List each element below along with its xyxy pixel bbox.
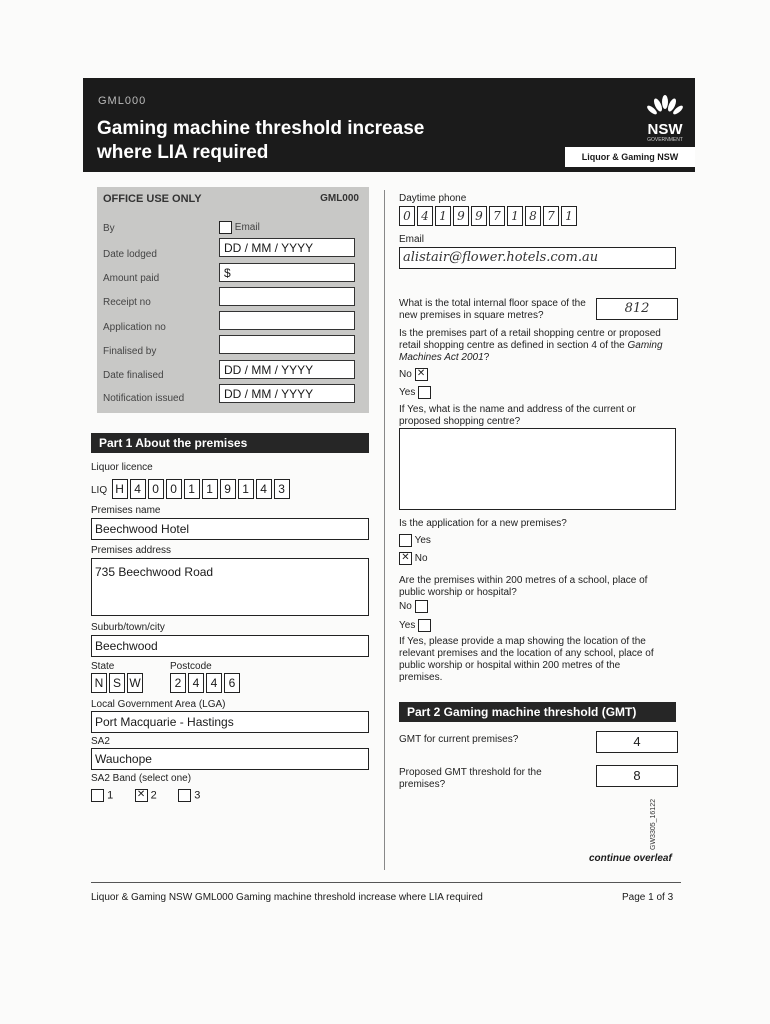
by-label: By <box>103 223 115 234</box>
premises-address-field[interactable]: 735 Beechwood Road <box>91 558 369 616</box>
licence-field[interactable] <box>91 479 292 499</box>
school-no-label: No <box>399 601 412 613</box>
page-number: Page 1 of 3 <box>622 892 674 903</box>
licence-digit[interactable]: H <box>112 479 128 499</box>
column-divider <box>384 190 385 870</box>
phone-digit[interactable]: 9 <box>471 206 487 226</box>
phone-digit[interactable]: 1 <box>561 206 577 226</box>
band-1-checkbox[interactable] <box>91 789 104 802</box>
phone-digit[interactable]: 4 <box>417 206 433 226</box>
suburb-field[interactable]: Beechwood <box>91 635 369 657</box>
retail-yes-option[interactable] <box>399 386 431 399</box>
school-question: Are the premises within 200 metres of a school, place of public worship or hospital? <box>399 575 648 598</box>
school-yes-label: Yes <box>399 620 416 632</box>
waratah-icon <box>645 94 685 118</box>
licence-digit[interactable]: 1 <box>184 479 200 499</box>
receipt-label: Receipt no <box>103 297 151 308</box>
retail-question-act: Gaming Machines Act 2001 <box>399 340 663 363</box>
phone-digit[interactable]: 9 <box>453 206 469 226</box>
licence-digit[interactable]: 0 <box>148 479 164 499</box>
suburb-label: Suburb/town/city <box>91 622 165 633</box>
licence-digit[interactable]: 4 <box>130 479 146 499</box>
postcode-digit[interactable]: 2 <box>170 673 186 693</box>
band-3-checkbox[interactable] <box>178 789 191 802</box>
postcode-label: Postcode <box>170 661 212 672</box>
notification-label: Notification issued <box>103 393 185 404</box>
state-label: State <box>91 661 115 672</box>
receipt-field[interactable] <box>219 287 355 306</box>
gmt-current-field[interactable]: 4 <box>596 731 678 753</box>
licence-digit[interactable]: 1 <box>238 479 254 499</box>
licence-digit[interactable]: 1 <box>202 479 218 499</box>
office-use-heading: OFFICE USE ONLY <box>103 193 202 205</box>
school-yes-checkbox[interactable] <box>418 619 431 632</box>
new-premises-question: Is the application for a new premises? <box>399 518 567 529</box>
licence-prefix: LIQ <box>91 485 108 496</box>
notification-field[interactable]: DD / MM / YYYY <box>219 384 355 403</box>
sa2-label: SA2 <box>91 736 110 747</box>
part1-heading: Part 1 About the premises <box>91 433 369 453</box>
new-premises-yes-label: Yes <box>414 535 431 547</box>
retail-yes-checkbox[interactable] <box>418 386 431 399</box>
part2-heading: Part 2 Gaming machine threshold (GMT) <box>399 702 676 722</box>
postcode-digit[interactable]: 4 <box>188 673 204 693</box>
amount-paid-field[interactable]: $ <box>219 263 355 282</box>
retail-question <box>399 328 669 364</box>
email-option-label: Email <box>234 222 260 234</box>
band-2-checkbox[interactable]: ✕ <box>135 789 148 802</box>
agency-label: Liquor & Gaming NSW <box>565 147 695 167</box>
date-lodged-field[interactable]: DD / MM / YYYY <box>219 238 355 257</box>
shopping-centre-field[interactable] <box>399 428 676 510</box>
email-field[interactable]: alistair@flower.hotels.com.au <box>399 247 676 269</box>
premises-address-label: Premises address <box>91 545 172 556</box>
office-form-code: GML000 <box>320 193 359 204</box>
retail-no-checkbox[interactable]: ✕ <box>415 368 428 381</box>
logo-subtext: GOVERNMENT <box>647 137 683 143</box>
licence-digit[interactable]: 9 <box>220 479 236 499</box>
form-code: GML000 <box>98 95 147 107</box>
nsw-logo <box>642 94 688 144</box>
finalised-by-label: Finalised by <box>103 346 157 357</box>
licence-digit[interactable]: 3 <box>274 479 290 499</box>
school-followup: If Yes, please provide a map showing the location of the relevant premises and the location of any school, place of public worship or hospital within 200 metres of the premises. <box>399 636 654 683</box>
phone-digit[interactable]: 1 <box>507 206 523 226</box>
state-field[interactable] <box>91 673 145 693</box>
retail-question-end: ? <box>483 352 490 363</box>
school-yes-option[interactable] <box>399 619 431 632</box>
email-checkbox[interactable] <box>219 221 232 234</box>
date-finalised-field[interactable]: DD / MM / YYYY <box>219 360 355 379</box>
retail-no-option[interactable] <box>399 368 428 381</box>
phone-digit[interactable]: 0 <box>399 206 415 226</box>
state-char[interactable]: W <box>127 673 143 693</box>
new-premises-yes-checkbox[interactable] <box>399 534 412 547</box>
state-char[interactable]: N <box>91 673 107 693</box>
postcode-field[interactable] <box>170 673 242 693</box>
premises-name-field[interactable]: Beechwood Hotel <box>91 518 369 540</box>
logo-text: NSW <box>647 121 683 138</box>
gmt-proposed-field[interactable]: 8 <box>596 765 678 787</box>
retail-no-label: No <box>399 369 412 381</box>
continue-overleaf: continue overleaf <box>589 853 672 864</box>
form-title: Gaming machine threshold increase where LIA required <box>97 118 425 163</box>
new-premises-yes-option[interactable] <box>399 534 431 547</box>
date-finalised-label: Date finalised <box>103 370 164 381</box>
band-1-label: 1 <box>107 789 114 802</box>
footer-rule <box>91 882 681 883</box>
licence-digit[interactable]: 4 <box>256 479 272 499</box>
phone-digit[interactable]: 7 <box>489 206 505 226</box>
new-premises-no-checkbox[interactable]: ✕ <box>399 552 412 565</box>
lga-field[interactable]: Port Macquarie - Hastings <box>91 711 369 733</box>
licence-digit[interactable]: 0 <box>166 479 182 499</box>
lga-label: Local Government Area (LGA) <box>91 699 226 710</box>
gmt-current-label: GMT for current premises? <box>399 734 519 745</box>
retail-yes-label: Yes <box>399 387 416 399</box>
email-option[interactable] <box>219 221 260 234</box>
date-lodged-label: Date lodged <box>103 249 157 260</box>
application-label: Application no <box>103 322 166 333</box>
sa2-band-options <box>91 789 200 802</box>
postcode-digit[interactable]: 4 <box>206 673 222 693</box>
side-code: GW3305_16122 <box>650 799 657 850</box>
retail-followup: If Yes, what is the name and address of the current or proposed shopping centre? <box>399 404 636 427</box>
band-3-label: 3 <box>194 789 201 802</box>
new-premises-no-label: No <box>414 553 428 565</box>
sa2-field[interactable]: Wauchope <box>91 748 369 770</box>
floor-space-field[interactable]: 812 <box>596 298 678 320</box>
email-label: Email <box>399 234 425 245</box>
licence-label: Liquor licence <box>91 462 153 473</box>
school-no-option[interactable] <box>399 600 428 613</box>
phone-digit[interactable]: 1 <box>435 206 451 226</box>
phone-label: Daytime phone <box>399 193 467 204</box>
new-premises-no-option[interactable] <box>399 552 428 565</box>
premises-name-label: Premises name <box>91 505 161 516</box>
application-field[interactable] <box>219 311 355 330</box>
postcode-digit[interactable]: 6 <box>224 673 240 693</box>
gmt-proposed-label: Proposed GMT threshold for the premises? <box>399 767 542 790</box>
phone-digit[interactable]: 7 <box>543 206 559 226</box>
phone-digit[interactable]: 8 <box>525 206 541 226</box>
sa2-band-label: SA2 Band (select one) <box>91 773 192 784</box>
retail-question-text: Is the premises part of a retail shopping centre or proposed retail shopping centre as defined in section 4 of the <box>399 328 661 351</box>
footer-text: Liquor & Gaming NSW GML000 Gaming machine threshold increase where LIA required <box>91 892 483 903</box>
state-char[interactable]: S <box>109 673 125 693</box>
amount-paid-label: Amount paid <box>103 273 160 284</box>
office-use-panel <box>97 187 369 413</box>
floor-space-question: What is the total internal floor space of the new premises in square metres? <box>399 298 586 321</box>
phone-field[interactable] <box>399 206 579 226</box>
finalised-by-field[interactable] <box>219 335 355 354</box>
band-2-label: 2 <box>150 789 157 802</box>
school-no-checkbox[interactable] <box>415 600 428 613</box>
